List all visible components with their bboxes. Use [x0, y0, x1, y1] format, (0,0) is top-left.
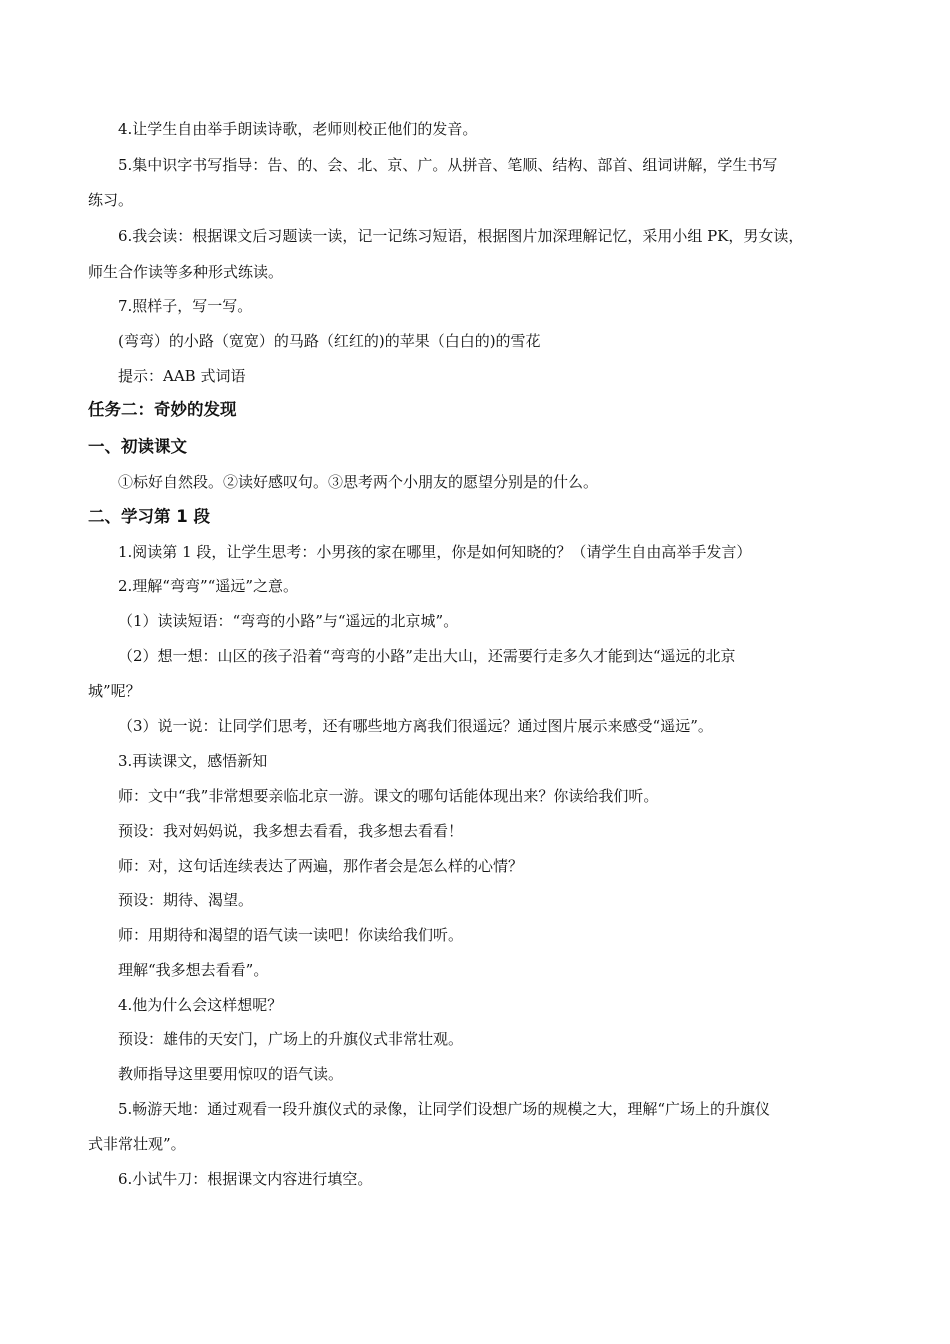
- section-heading: 任务二：奇妙的发现: [88, 400, 237, 419]
- paragraph-line: 5.畅游天地：通过观看一段升旗仪式的录像，让同学们设想广场的规模之大，理解“广场上的升旗仪: [118, 1100, 770, 1118]
- paragraph-line: （3）说一说：让同学们思考，还有哪些地方离我们很遥远？通过图片展示来感受“遥远”。: [118, 717, 713, 735]
- paragraph-line: （1）读读短语：“弯弯的小路”与“遥远的北京城”。: [118, 612, 459, 630]
- section-heading: 二、学习第 1 段: [88, 507, 210, 526]
- paragraph-line: 师：用期待和渴望的语气读一读吧！你读给我们听。: [118, 926, 464, 944]
- paragraph-line: 师：文中“我”非常想要亲临北京一游。课文的哪句话能体现出来？你读给我们听。: [118, 787, 659, 805]
- paragraph-line: 提示：AAB 式词语: [118, 367, 246, 385]
- paragraph-line: 5.集中识字书写指导：告、的、会、北、京、广。从拼音、笔顺、结构、部首、组词讲解，学生书写: [118, 156, 778, 174]
- paragraph-line: 教师指导这里要用惊叹的语气读。: [118, 1065, 344, 1083]
- paragraph-line: 练习。: [88, 191, 134, 209]
- paragraph-line: 式非常壮观”。: [88, 1135, 186, 1153]
- paragraph-line: 师生合作读等多种形式练读。: [88, 263, 284, 281]
- paragraph-line: （2）想一想：山区的孩子沿着“弯弯的小路”走出大山，还需要行走多久才能到达“遥远的北京: [118, 647, 736, 665]
- paragraph-line: 师：对，这句话连续表达了两遍，那作者会是怎么样的心情？: [118, 857, 524, 875]
- paragraph-line: 6.小试牛刀：根据课文内容进行填空。: [118, 1170, 373, 1188]
- paragraph-line: ①标好自然段。②读好感叹句。③思考两个小朋友的愿望分别是的什么。: [118, 473, 599, 491]
- paragraph-line: 预设：期待、渴望。: [118, 891, 254, 909]
- paragraph-line: 预设：雄伟的天安门，广场上的升旗仪式非常壮观。: [118, 1030, 464, 1048]
- paragraph-line: 2.理解“弯弯”“遥远”之意。: [118, 577, 298, 595]
- paragraph-line: 预设：我对妈妈说，我多想去看看，我多想去看看！: [118, 822, 464, 840]
- paragraph-line: 6.我会读：根据课文后习题读一读，记一记练习短语，根据图片加深理解记忆，采用小组 PK，男女读，: [118, 227, 804, 245]
- paragraph-line: 4.让学生自由举手朗读诗歌，老师则校正他们的发音。: [118, 120, 478, 138]
- paragraph-line: 7.照样子，写一写。: [118, 297, 253, 315]
- paragraph-line: 1.阅读第 1 段，让学生思考：小男孩的家在哪里，你是如何知晓的？（请学生自由高举手发言）: [118, 543, 752, 561]
- paragraph-line: 3.再读课文，感悟新知: [118, 752, 268, 770]
- paragraph-line: 4.他为什么会这样想呢？: [118, 996, 283, 1014]
- paragraph-line: 理解“我多想去看看”。: [118, 961, 269, 979]
- paragraph-line: 城”呢？: [88, 682, 141, 700]
- section-heading: 一、初读课文: [88, 437, 187, 456]
- paragraph-line: (弯弯）的小路（宽宽）的马路（红红的)的苹果（白白的)的雪花: [118, 332, 541, 350]
